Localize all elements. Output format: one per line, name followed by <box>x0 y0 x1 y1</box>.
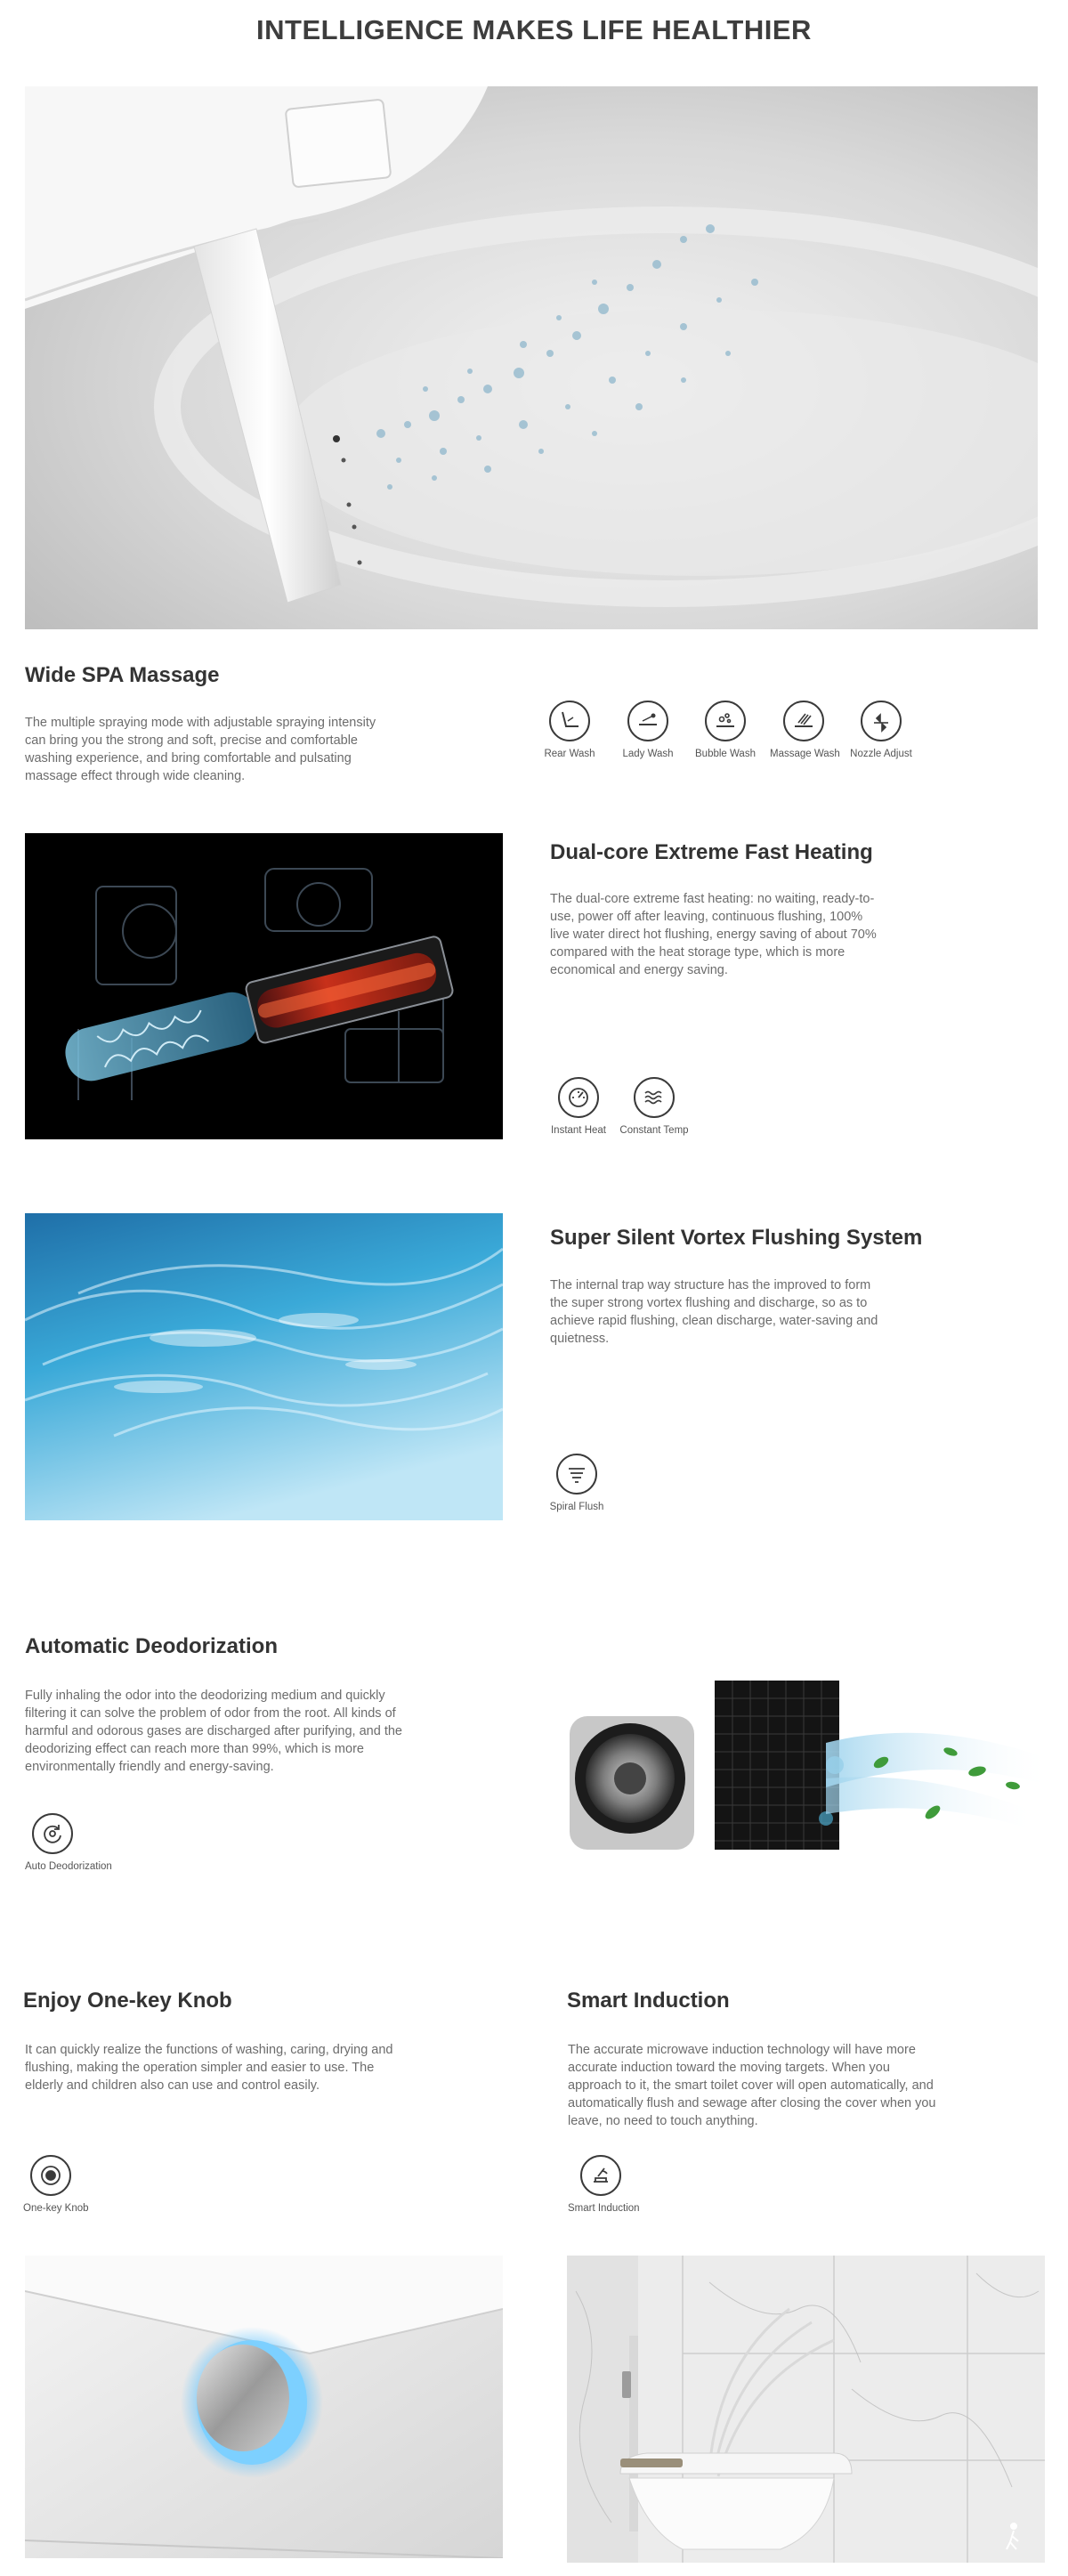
instant-heat-label: Instant Heat <box>550 1125 606 1136</box>
flushing-title: Super Silent Vortex Flushing System <box>550 1226 923 1250</box>
one-key-knob-label: One-key Knob <box>23 2203 89 2214</box>
spiral-flush-label: Spiral Flush <box>549 1502 604 1512</box>
rear-wash-icon <box>549 701 590 741</box>
nozzle-adjust-label: Nozzle Adjust <box>850 749 912 759</box>
deodor-title: Automatic Deodorization <box>25 1634 279 1658</box>
feature-instant-heat <box>546 1077 611 1136</box>
induction-title: Smart Induction <box>567 1989 730 2013</box>
instant-heat-icon <box>558 1077 599 1118</box>
spa-description: The multiple spraying mode with adjustable spraying intensity can bring you the strong and soft, precise and comfortable washing experience, and bring comfortable and pulsating massage effect through wide cleaning. <box>25 716 376 783</box>
massage-wash-icon <box>783 701 824 741</box>
one-key-knob-icon <box>30 2155 71 2196</box>
feature-auto-deodorization <box>20 1813 112 1872</box>
constant-temp-icon <box>634 1077 675 1118</box>
bubble-wash-label: Bubble Wash <box>695 749 756 759</box>
bubble-wash-icon <box>705 701 746 741</box>
smart-induction-label: Smart Induction <box>568 2203 640 2214</box>
flushing-description: The internal trap way structure has the improved to form the super strong vortex flushing and discharge, so as to achieve rapid flushing, clean discharge, water-saving and quietness. <box>550 1278 878 1346</box>
heating-core-photo <box>25 833 503 1139</box>
auto-deodorization-label: Auto Deodorization <box>25 1861 112 1872</box>
nozzle-adjust-icon <box>861 701 902 741</box>
spa-title: Wide SPA Massage <box>25 663 220 687</box>
smart-induction-icon <box>580 2155 621 2196</box>
induction-photo <box>567 2256 1045 2563</box>
auto-deodorization-icon <box>32 1813 73 1854</box>
hero-nozzle-photo <box>25 86 1038 629</box>
feature-bubble-wash <box>694 701 756 759</box>
massage-wash-label: Massage Wash <box>770 749 840 759</box>
deodorizer-illustration <box>559 1672 1054 1867</box>
feature-rear-wash <box>538 701 601 759</box>
feature-spiral-flush <box>546 1454 608 1512</box>
knob-title: Enjoy One-key Knob <box>23 1989 232 2013</box>
feature-smart-induction <box>564 2155 650 2214</box>
deodor-description: Fully inhaling the odor into the deodorizing medium and quickly filtering it can solve the problem of odor from the root. All kinds of harmful and odorous gases are discharged after purifying, and the deodorizing effect can reach more than 99%, which is more environmentally friendly and energy-saving. <box>25 1689 402 1774</box>
lady-wash-label: Lady Wash <box>622 749 674 759</box>
feature-lady-wash <box>617 701 679 759</box>
knob-photo <box>25 2256 503 2558</box>
feature-nozzle-adjust <box>847 701 915 759</box>
page-title: INTELLIGENCE MAKES LIFE HEALTHIER <box>256 14 812 45</box>
knob-description: It can quickly realize the functions of washing, caring, drying and flushing, making the operation simpler and easier to use. The elderly and children also can use and control easily. <box>25 2043 393 2093</box>
heating-description: The dual-core extreme fast heating: no waiting, ready-to-use, power off after leaving, continuous flushing, 100% live water direct hot flushing, energy saving of about 70% compared with the heat storage type, which is more economical and energy saving. <box>550 892 877 977</box>
constant-temp-label: Constant Temp <box>619 1125 689 1136</box>
lady-wash-icon <box>627 701 668 741</box>
feature-one-key-knob <box>21 2155 101 2214</box>
vortex-water-photo <box>25 1213 503 1520</box>
rear-wash-label: Rear Wash <box>544 749 595 759</box>
feature-massage-wash <box>770 701 840 759</box>
feature-constant-temp <box>617 1077 692 1136</box>
induction-description: The accurate microwave induction technology will have more accurate induction toward the moving targets. When you approach to it, the smart toilet cover will open automatically, and automatically flush and sewage after closing the cover when you leave, no need to touch anything. <box>568 2043 936 2128</box>
spiral-flush-icon <box>556 1454 597 1495</box>
heating-title: Dual-core Extreme Fast Heating <box>550 840 873 864</box>
